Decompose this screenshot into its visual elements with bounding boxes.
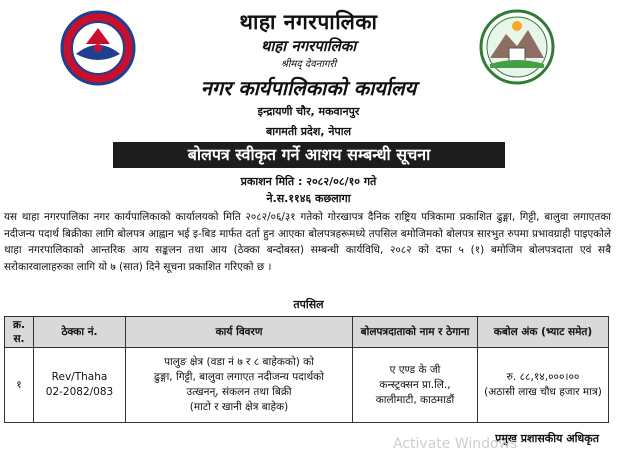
- cell-sn: १: [5, 348, 34, 423]
- address-line-1: इन्द्रायणी चौर, मकवानपुर: [257, 105, 360, 118]
- cell-description: [126, 348, 353, 423]
- cell-contract-no: [34, 348, 126, 423]
- contract-no-line: 02-2082/083: [45, 386, 114, 398]
- cell-bidder: [353, 348, 478, 423]
- description-line: पालुङ क्षेत्र (वडा नं ७ र ८ बाहेकको) को: [164, 356, 314, 368]
- contract-no-line: Rev/Thaha: [51, 371, 108, 383]
- col-header-bidder: बोलपत्रदाताको नाम र ठेगाना: [353, 317, 478, 348]
- notice-title: बोलपत्र स्वीकृत गर्ने आशय सम्बन्धी सूचना: [113, 142, 505, 168]
- bidder-line: कन्स्ट्रक्सन प्रा.लि.,: [379, 378, 451, 391]
- municipality-name: थाहा नगरपालिका: [239, 10, 378, 34]
- motto: श्रीमद् देवनागरी: [280, 59, 337, 70]
- description-line: ढुङ्गा, गिट्टी, बालुवा लगाएत नदीजन्य पदार्थको: [154, 371, 324, 383]
- activate-windows-watermark: Activate Windows: [393, 436, 518, 452]
- table-row: [5, 348, 609, 423]
- signature-title: प्रमुख प्रशासकीय अधिकृत: [495, 432, 599, 445]
- description-line: उत्खनन्, संकलन तथा बिक्री: [186, 386, 292, 398]
- col-header-amount: कबोल अंक (भ्याट समेत): [478, 317, 609, 348]
- reference-number: ने.स.११४६ कछलागा: [266, 192, 351, 205]
- description-line: (माटो र खानी क्षेत्र बाहेक): [189, 401, 289, 413]
- col-header-sn: क्र. स.: [5, 317, 34, 348]
- bidder-line: ए एण्ड के जी: [389, 363, 441, 376]
- amount-words: (अठासी लाख चौध हजार मात्र): [484, 386, 602, 398]
- col-header-description: कार्य विवरण: [126, 317, 353, 348]
- publication-date: प्रकाशन मिति : २०८२/०८/१० गते: [240, 175, 377, 188]
- cell-amount: [478, 348, 609, 423]
- address-line-2: बागमती प्रदेश, नेपाल: [265, 125, 352, 138]
- details-heading: तपसिल: [293, 298, 324, 311]
- amount-figure: रु. ८८,१४,०००।००: [506, 371, 580, 383]
- municipality-name-local: थाहा नगरपालिका: [260, 37, 357, 55]
- col-header-contract-no: ठेक्का नं.: [34, 317, 126, 348]
- office-name: नगर कार्यपालिकाको कार्यालय: [200, 76, 417, 100]
- bidder-line: कालीमाटी, काठमाडौं: [375, 393, 455, 406]
- bid-table: [4, 316, 609, 423]
- notice-body: यस थाहा नगरपालिका नगर कार्यपालिकाको कार्यालयको मिति २०८२/०६/३१ गतेको गोरखापत्र दैनिक राष्ट्रिय पत्रिकामा प्रकाशित ढुङ्गा, गिट्टी, बालुवा लगाएतका नदीजन्य पदार्थ बिक्रीका लागि बोलपत्र आह्वान भई इ-बिड मार्फत दर्ता हुन आएका बोलपत्रहरूमध्ये तपसिल बमोजिमको बोलपत्र सारभुत रुपमा प्रभावग्राही पाइएकोले थाहा नगरपालिकाको आन्तरिक आय सङ्कलन तथा आय (ठेक्का बन्दोबस्त) सम्बन्धी कार्यविधि, २०८२ को दफा ५ (१) बमोजिम बोलपत्रदाता एवं सबै सरोकारवालाहरुका लागि यो ७ (सात) दिने सूचना प्रकाशित गरिएको छ ।: [4, 211, 611, 273]
- table-header-row: [5, 317, 609, 348]
